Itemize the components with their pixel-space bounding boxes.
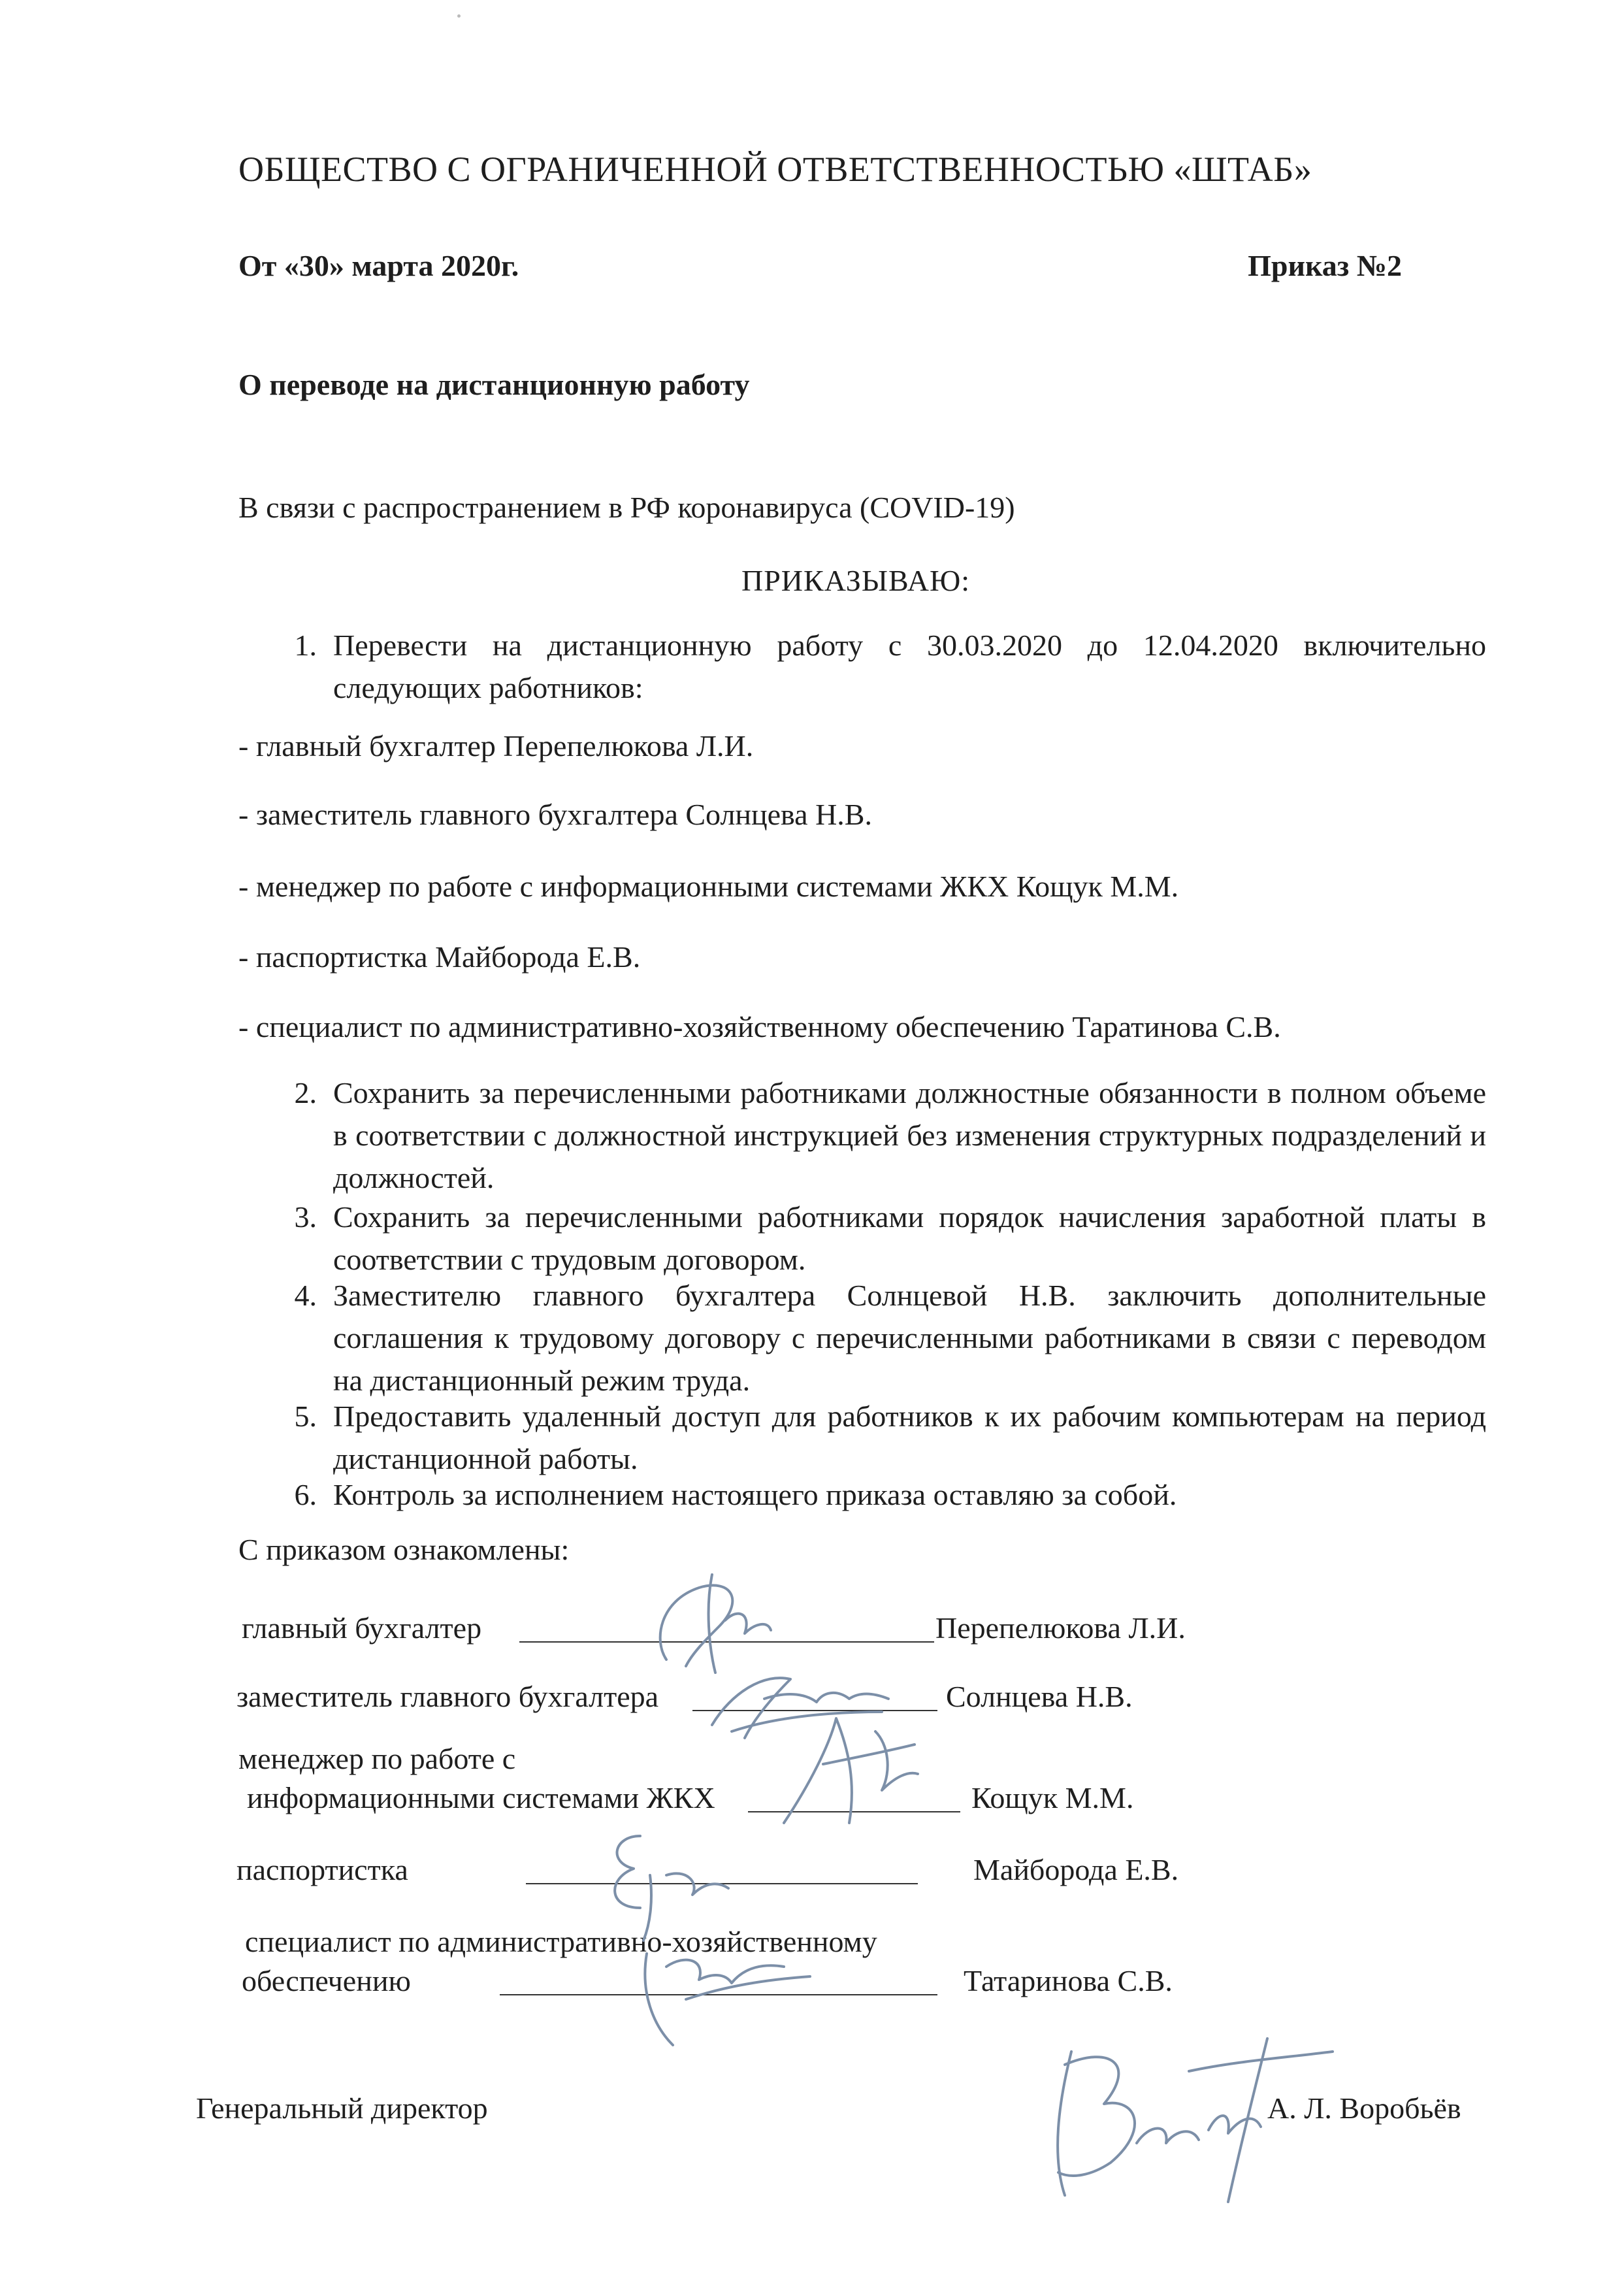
item-text: Перевести на дистанционную работу с 30.03.2020 до 12.04.2020 включительно следующих работников: — [333, 629, 1486, 704]
order-item-3 — [274, 1196, 1486, 1281]
order-word: ПРИКАЗЫВАЮ: — [741, 564, 971, 597]
acquaint-label: С приказом ознакомлены: — [238, 1533, 570, 1566]
item-text: Предоставить удаленный доступ для работников к их рабочим компьютерам на период дистанционной работы. — [333, 1400, 1486, 1475]
item-number: 3. — [294, 1200, 317, 1234]
sig-position-2: заместитель главного бухгалтера — [236, 1680, 659, 1713]
item-text: Сохранить за перечисленными работниками порядок начисления заработной платы в соответствии с трудовым договором. — [333, 1200, 1486, 1276]
item-number: 2. — [294, 1076, 317, 1109]
sig-name-5: Татаринова С.В. — [964, 1964, 1173, 1997]
item-number: 5. — [294, 1400, 317, 1433]
employee-line-2: - заместитель главного бухгалтера Солнцева Н.В. — [238, 798, 872, 831]
organization-name: ОБЩЕСТВО С ОГРАНИЧЕННОЙ ОТВЕТСТВЕННОСТЬЮ «ШТАБ» — [238, 150, 1312, 189]
scan-speck — [457, 14, 461, 18]
sig-name-2: Солнцева Н.В. — [946, 1680, 1133, 1713]
sig-name-1: Перепелюкова Л.И. — [935, 1611, 1186, 1645]
director-signature — [1019, 2012, 1346, 2221]
item-number: 4. — [294, 1279, 317, 1312]
item-text: Контроль за исполнением настоящего приказа оставляю за собой. — [333, 1478, 1177, 1511]
sig-position-5b: обеспечению — [242, 1964, 411, 1997]
handwritten-signature-3 — [758, 1692, 941, 1843]
director-title: Генеральный директор — [196, 2091, 488, 2125]
sig-position-3a: менеджер по работе с — [238, 1742, 516, 1775]
sig-position-3b: информационными системами ЖКХ — [247, 1781, 715, 1814]
employee-line-5: - специалист по административно-хозяйственному обеспечению Таратинова С.В. — [238, 1010, 1281, 1043]
employee-line-4: - паспортистка Майборода Е.В. — [238, 940, 641, 974]
item-number: 6. — [294, 1478, 317, 1511]
sig-name-4: Майборода Е.В. — [973, 1853, 1179, 1886]
employee-line-3: - менеджер по работе с информационными системами ЖКХ Кощук М.М. — [238, 870, 1179, 903]
order-date: От «30» марта 2020г. — [238, 249, 519, 282]
intro-text: В связи с распространением в РФ коронавируса (COVID-19) — [238, 491, 1015, 524]
order-item-1 — [274, 624, 1486, 709]
sig-position-5a: специалист по административно-хозяйственному — [245, 1925, 877, 1958]
sig-position-1: главный бухгалтер — [242, 1611, 482, 1645]
sig-position-4: паспортистка — [236, 1853, 408, 1886]
director-name: А. Л. Воробьёв — [1267, 2091, 1461, 2125]
order-subject: О переводе на дистанционную работу — [238, 368, 750, 401]
order-item-2 — [274, 1072, 1486, 1199]
order-item-6 — [274, 1473, 1486, 1516]
item-text: Заместителю главного бухгалтера Солнцевой Н.В. заключить дополнительные соглашения к трудовому договору с перечисленными работниками в связи с переводом на дистанционный режим труда. — [333, 1279, 1486, 1397]
item-text: Сохранить за перечисленными работниками должностные обязанности в полном объеме в соответствии с должностной инструкцией без изменения структурных подразделений и должностей. — [333, 1076, 1486, 1194]
sig-name-3: Кощук М.М. — [971, 1781, 1134, 1814]
order-item-5 — [274, 1395, 1486, 1480]
handwritten-signature-5 — [621, 1914, 830, 2065]
order-item-4 — [274, 1274, 1486, 1401]
order-number: Приказ №2 — [1248, 249, 1402, 282]
item-number: 1. — [294, 629, 317, 662]
employee-line-1: - главный бухгалтер Перепелюкова Л.И. — [238, 729, 754, 762]
